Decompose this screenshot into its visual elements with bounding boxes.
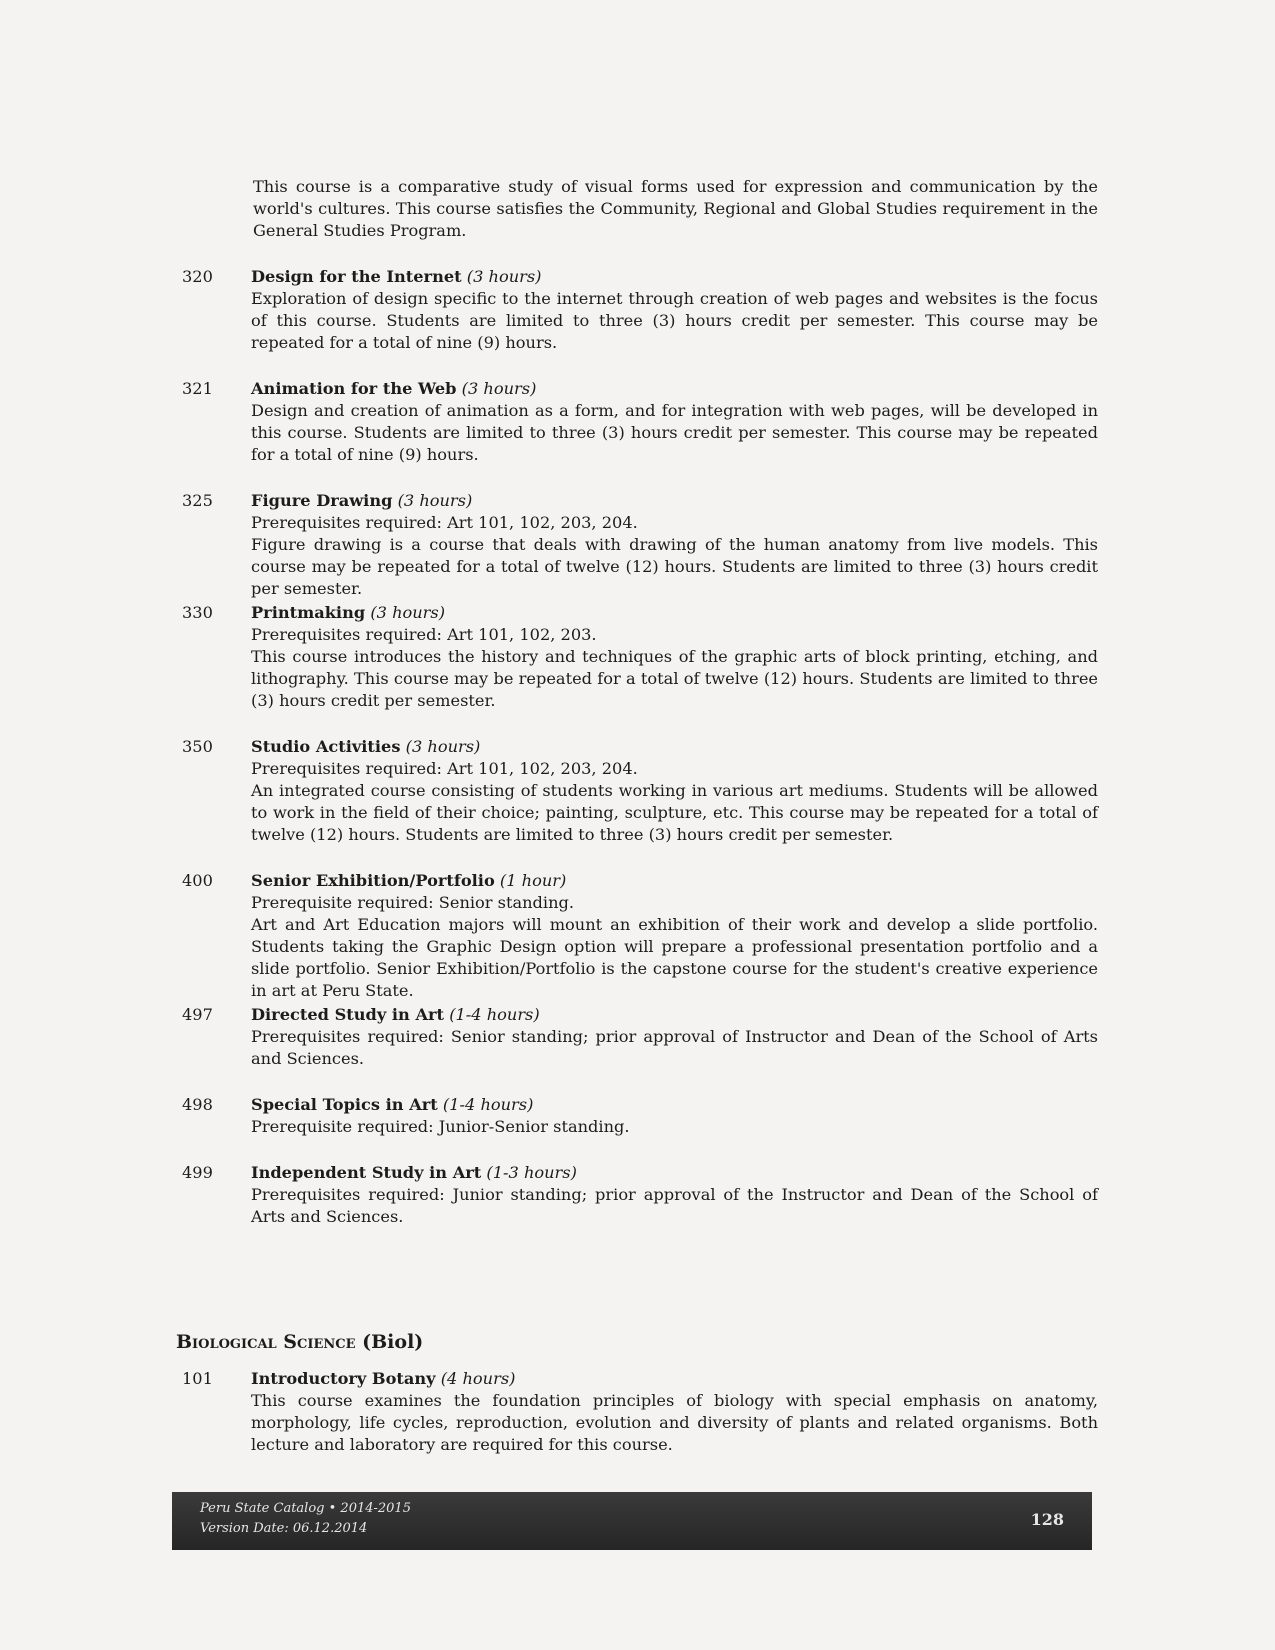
course-number: 499 (182, 1163, 213, 1182)
course-320 (174, 266, 1098, 354)
course-title: Independent Study in Art (251, 1163, 482, 1182)
course-number: 330 (182, 603, 213, 622)
course-330 (174, 602, 1098, 712)
course-prerequisites: Prerequisites required: Senior standing; prior approval of Instructor and Dean of the School of Arts and Sciences. (251, 1027, 1098, 1068)
course-title: Directed Study in Art (251, 1005, 445, 1024)
course-description: This course examines the foundation principles of biology with special emphasis on anatomy, morphology, life cycles, reproduction, evolution and diversity of plants and related organisms. Both lecture and laboratory are required for this course. (251, 1391, 1098, 1454)
course-hours: (1 hour) (499, 871, 567, 890)
course-description: Art and Art Education majors will mount an exhibition of their work and develop a slide portfolio. Students taking the Graphic Design option will prepare a professional presentation portfolio and a slide portfolio. Senior Exhibition/Portfolio is the capstone course for the student's creative experience in art at Peru State. (251, 915, 1098, 1000)
course-number: 400 (182, 871, 213, 890)
course-499 (174, 1162, 1098, 1228)
course-prerequisites: Prerequisites required: Art 101, 102, 203, 204. (251, 759, 638, 778)
course-prerequisites: Prerequisites required: Art 101, 102, 203, 204. (251, 513, 638, 532)
course-497 (174, 1004, 1098, 1070)
intro-paragraph: This course is a comparative study of visual forms used for expression and communication by the world's cultures. This course satisfies the Community, Regional and Global Studies requirement in the General Studies Program. (253, 177, 1098, 240)
course-hours: (1-3 hours) (486, 1163, 577, 1182)
course-prerequisites: Prerequisite required: Junior-Senior standing. (251, 1117, 630, 1136)
course-number: 498 (182, 1095, 213, 1114)
course-hours: (3 hours) (405, 737, 481, 756)
course-biol-101 (174, 1368, 1098, 1456)
page-footer (172, 1492, 1092, 1550)
course-description: This course introduces the history and techniques of the graphic arts of block printing, etching, and lithography. This course may be repeated for a total of twelve (12) hours. Students are limited to three (3) hours credit per semester. (251, 647, 1098, 710)
course-hours: (1-4 hours) (442, 1095, 534, 1114)
course-prerequisites: Prerequisite required: Senior standing. (251, 893, 575, 912)
course-hours: (3 hours) (461, 379, 537, 398)
course-498 (174, 1094, 1098, 1138)
course-number: 350 (182, 737, 213, 756)
footer-catalog-title: Peru State Catalog • 2014-2015 (200, 1501, 411, 1516)
course-hours: (1-4 hours) (449, 1005, 540, 1024)
course-title: Design for the Internet (251, 267, 462, 286)
course-title: Introductory Botany (251, 1369, 436, 1388)
course-number: 497 (182, 1005, 213, 1024)
course-number: 321 (182, 379, 213, 398)
course-350 (174, 736, 1098, 846)
course-description: Figure drawing is a course that deals with drawing of the human anatomy from live models. This course may be repeated for a total of twelve (12) hours. Students are limited to three (3) hours credit per semester. (251, 535, 1098, 598)
course-hours: (3 hours) (370, 603, 446, 622)
course-prerequisites: Prerequisites required: Junior standing; prior approval of the Instructor and Dean of the School of Arts and Sciences. (251, 1185, 1098, 1226)
course-description: Exploration of design specific to the internet through creation of web pages and websites is the focus of this course. Students are limited to three (3) hours credit per semester. This course may be repeated for a total of nine (9) hours. (251, 289, 1098, 352)
course-hours: (3 hours) (397, 491, 473, 510)
footer-version-date: Version Date: 06.12.2014 (200, 1521, 368, 1536)
course-number: 101 (182, 1369, 213, 1388)
course-title: Figure Drawing (251, 491, 393, 510)
course-description: An integrated course consisting of students working in various art mediums. Students will be allowed to work in the field of their choice; painting, sculpture, etc. This course may be repeated for a total of twelve (12) hours. Students are limited to three (3) hours credit per semester. (251, 781, 1098, 844)
course-title: Studio Activities (251, 737, 401, 756)
course-title: Senior Exhibition/Portfolio (251, 871, 495, 890)
course-prerequisites: Prerequisites required: Art 101, 102, 203. (251, 625, 597, 644)
course-400 (174, 870, 1098, 1002)
department-heading (176, 1330, 423, 1354)
department-code: (Biol) (362, 1331, 424, 1353)
course-title: Special Topics in Art (251, 1095, 438, 1114)
course-hours: (4 hours) (440, 1369, 516, 1388)
course-321 (174, 378, 1098, 466)
course-description: Design and creation of animation as a form, and for integration with web pages, will be developed in this course. Students are limited to three (3) hours credit per semester. This course may be repeated for a total of nine (9) hours. (251, 401, 1098, 464)
course-title: Printmaking (251, 603, 366, 622)
course-325 (174, 490, 1098, 600)
course-number: 325 (182, 491, 213, 510)
page-number: 128 (1030, 1510, 1064, 1529)
course-hours: (3 hours) (466, 267, 542, 286)
course-title: Animation for the Web (251, 379, 457, 398)
course-number: 320 (182, 267, 213, 286)
department-name: Biological Science (176, 1331, 356, 1353)
